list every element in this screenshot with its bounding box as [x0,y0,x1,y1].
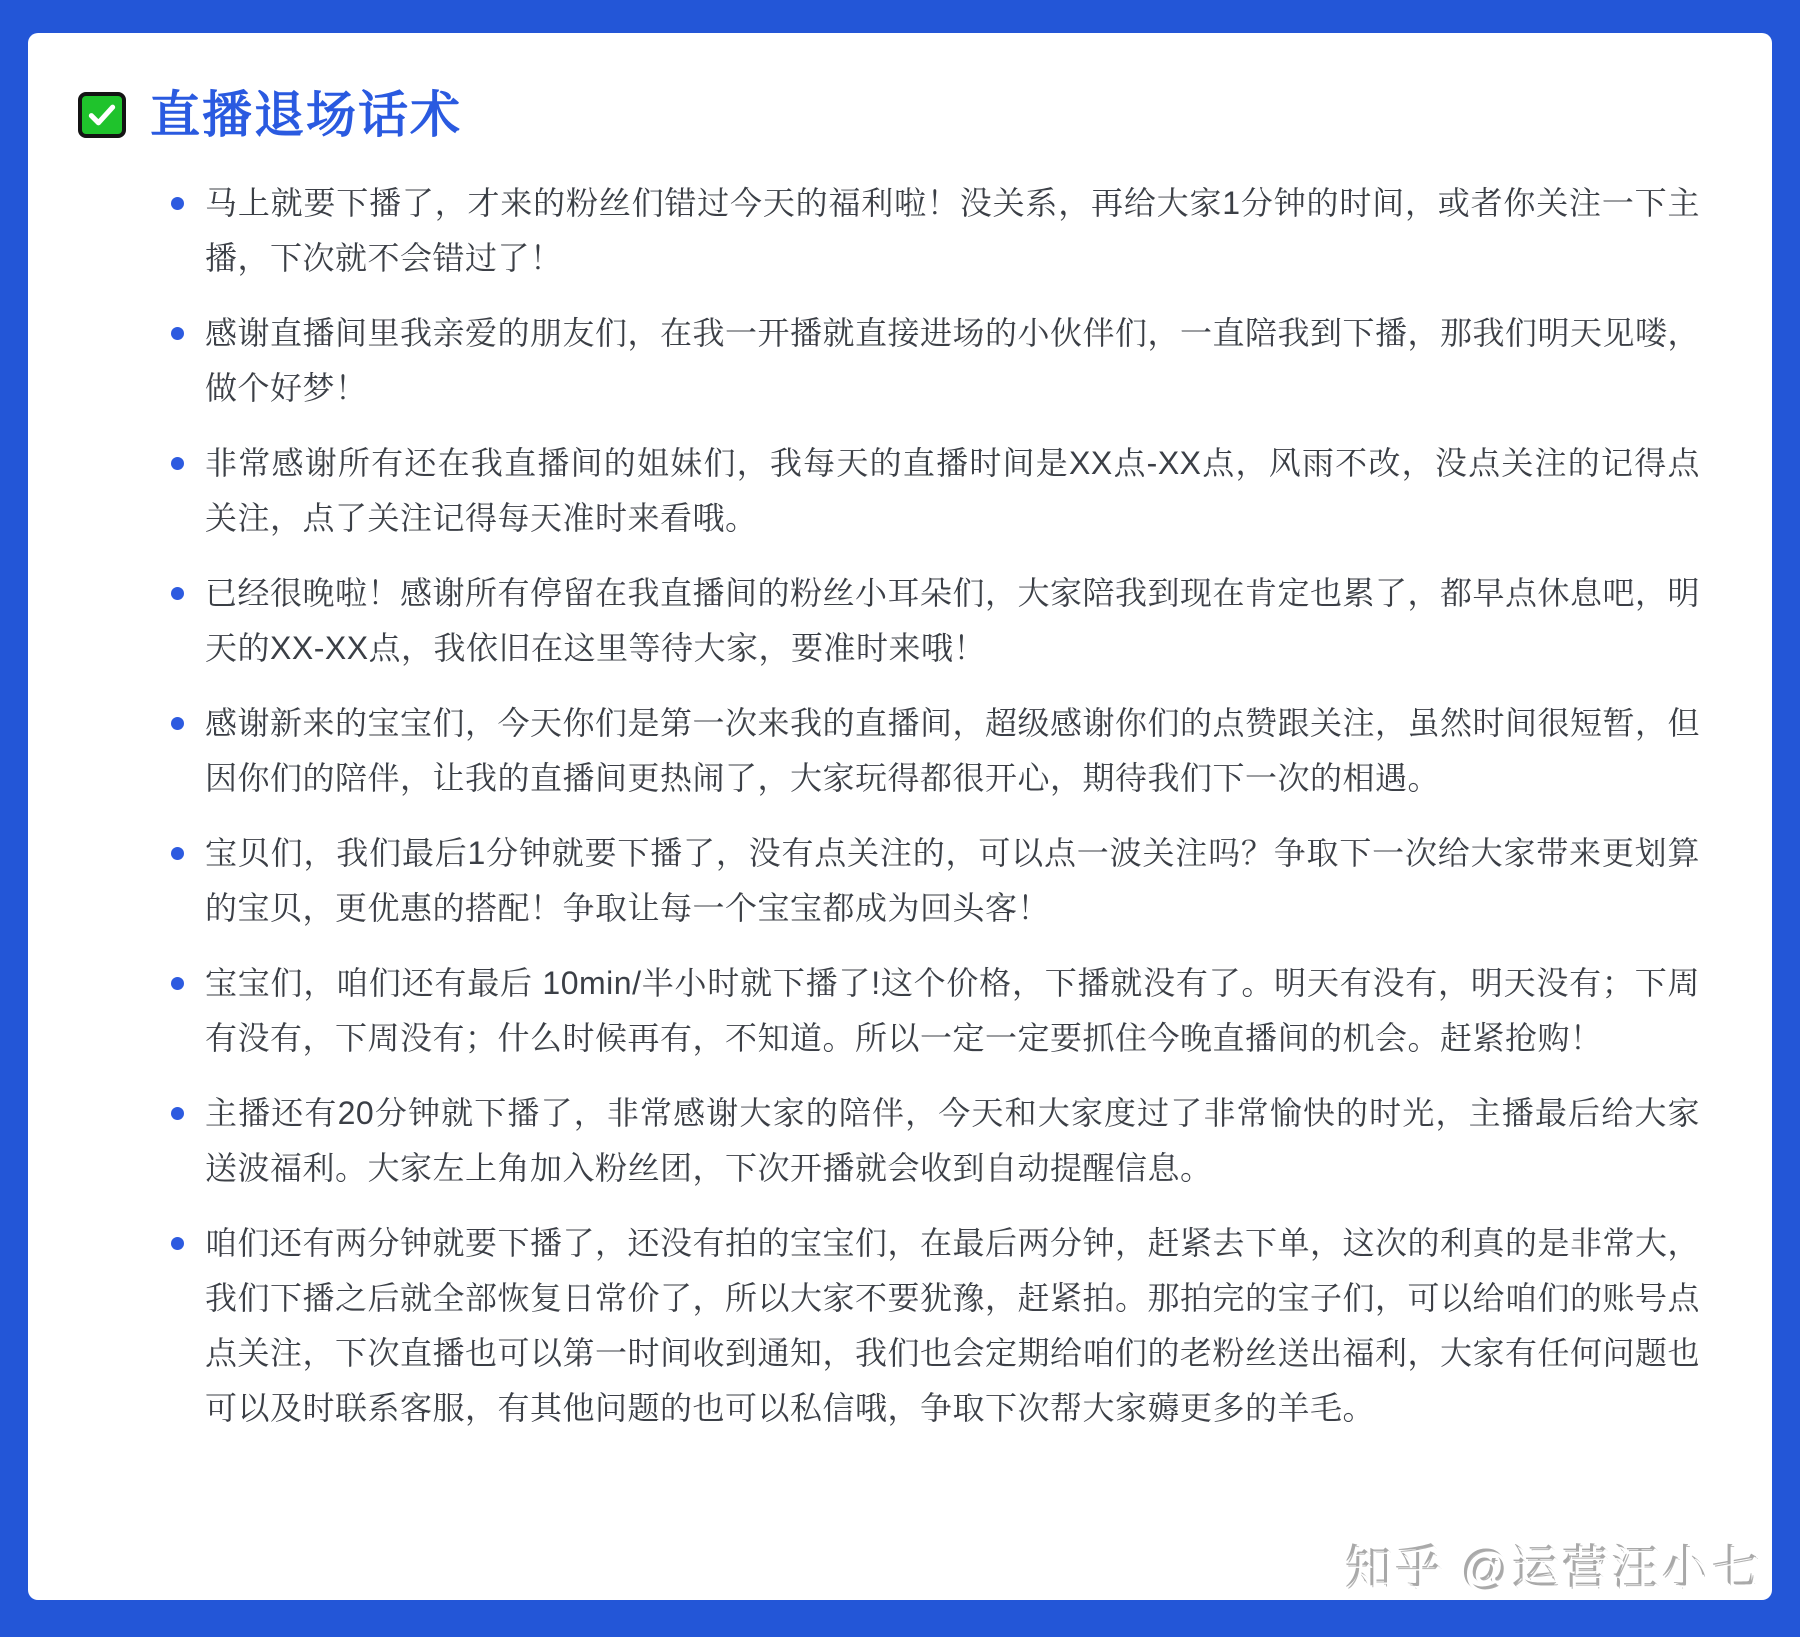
list-item [205,306,1700,416]
script-list [78,176,1700,1436]
list-item-text: 感谢新来的宝宝们，今天你们是第一次来我的直播间，超级感谢你们的点赞跟关注，虽然时间很短暂，但因你们的陪伴，让我的直播间更热闹了，大家玩得都很开心，期待我们下一次的相遇。 [205,705,1701,796]
list-item-text: 咱们还有两分钟就要下播了，还没有拍的宝宝们，在最后两分钟，赶紧去下单，这次的利真的是非常大，我们下播之后就全部恢复日常价了，所以大家不要犹豫，赶紧拍。那拍完的宝子们，可以给咱们的账号点点关注，下次直播也可以第一时间收到通知，我们也会定期给咱们的老粉丝送出福利，大家有任何问题也可以及时联系客服，有其他问题的也可以私信哦，争取下次帮大家薅更多的羊毛。 [205,1225,1701,1426]
bullet-icon [171,1107,184,1120]
list-item [205,826,1700,936]
bullet-icon [171,977,184,990]
checked-checkbox-icon [78,92,126,138]
page-title: 直播退场话术 [150,87,462,143]
list-item [205,1216,1700,1436]
list-item [205,956,1700,1066]
list-item [205,566,1700,676]
list-item-text: 宝贝们，我们最后1分钟就要下播了，没有点关注的，可以点一波关注吗？争取下一次给大家带来更划算的宝贝，更优惠的搭配！争取让每一个宝宝都成为回头客！ [205,835,1700,926]
bullet-icon [171,717,184,730]
list-item [205,436,1700,546]
list-item-text: 感谢直播间里我亲爱的朋友们，在我一开播就直接进场的小伙伴们，一直陪我到下播，那我们明天见喽，做个好梦！ [205,315,1701,406]
section-header [78,87,1700,143]
list-item-text: 已经很晚啦！感谢所有停留在我直播间的粉丝小耳朵们，大家陪我到现在肯定也累了，都早点休息吧，明天的XX-XX点，我依旧在这里等待大家，要准时来哦！ [205,575,1701,666]
list-item-text: 宝宝们，咱们还有最后 10min/半小时就下播了!这个价格，下播就没有了。明天有没有，明天没有；下周有没有，下周没有；什么时候再有，不知道。所以一定一定要抓住今晚直播间的机会。赶紧抢购！ [205,965,1700,1056]
bullet-icon [171,1237,184,1250]
content-panel [28,33,1772,1600]
list-item-text: 主播还有20分钟就下播了，非常感谢大家的陪伴，今天和大家度过了非常愉快的时光，主播最后给大家送波福利。大家左上角加入粉丝团，下次开播就会收到自动提醒信息。 [205,1095,1700,1186]
bullet-icon [171,457,184,470]
list-item-text: 非常感谢所有还在我直播间的姐妹们，我每天的直播时间是XX点-XX点，风雨不改，没点关注的记得点关注，点了关注记得每天准时来看哦。 [205,445,1700,536]
list-item [205,696,1700,806]
list-item [205,1086,1700,1196]
list-item [205,176,1700,286]
list-item-text: 马上就要下播了，才来的粉丝们错过今天的福利啦！没关系，再给大家1分钟的时间，或者你关注一下主播，下次就不会错过了！ [205,185,1700,276]
bullet-icon [171,847,184,860]
bullet-icon [171,197,184,210]
bullet-icon [171,587,184,600]
bullet-icon [171,327,184,340]
zhihu-watermark: 知乎 @运营汪小七 [1347,1543,1764,1596]
